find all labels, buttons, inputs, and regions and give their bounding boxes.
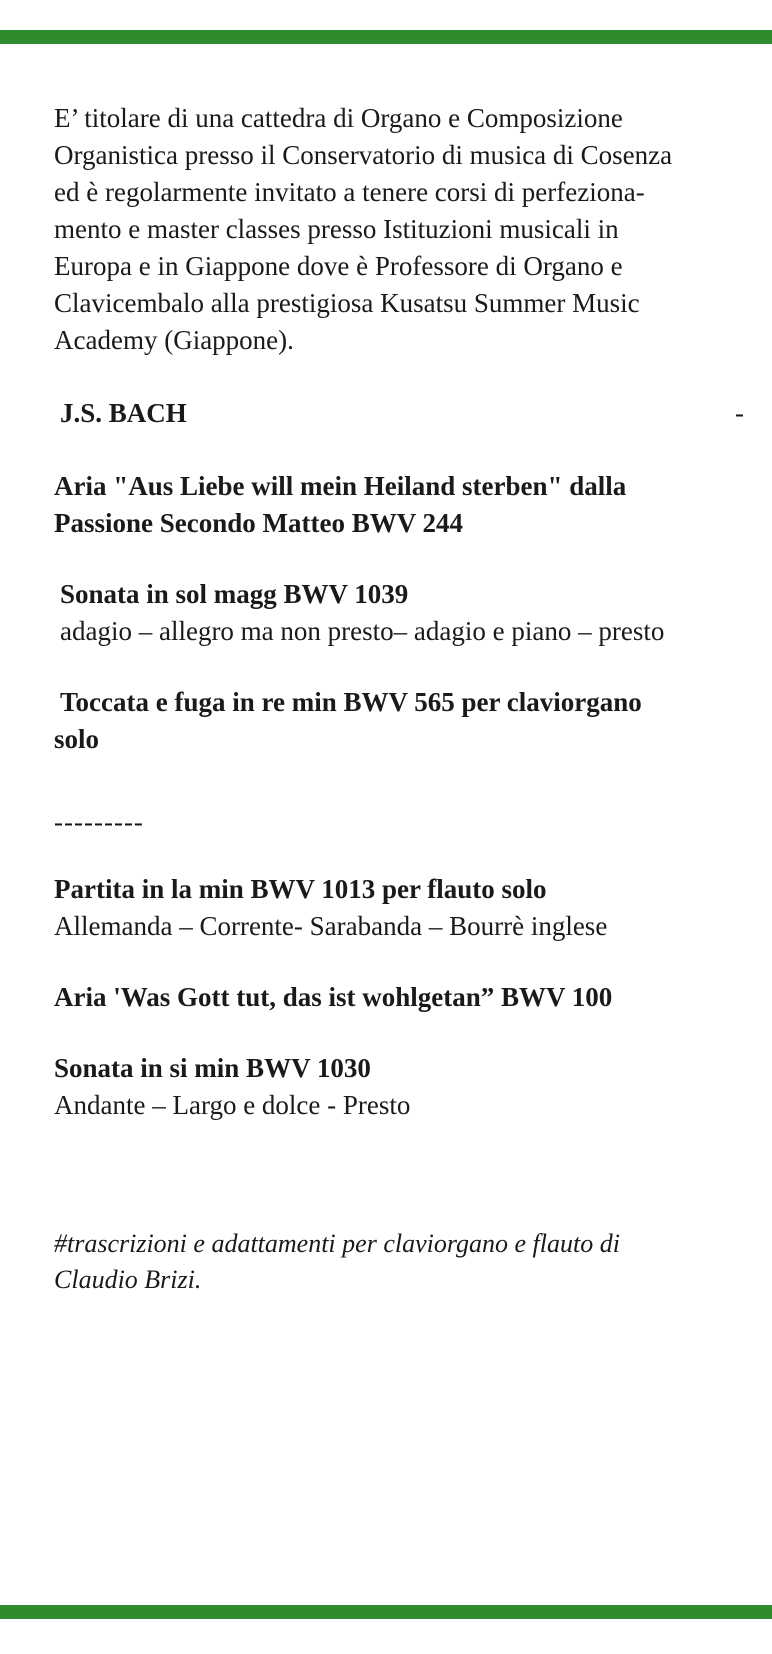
bio-line: mento e master classes presso Istituzioni musicali in [54,214,619,244]
program-item-title: Sonata in sol magg BWV 1039 [60,579,409,609]
program-item-title: solo [54,724,100,754]
program-item-title: Partita in la min BWV 1013 per flauto solo [54,874,547,904]
program-item-title: Aria "Aus Liebe will mein Heiland sterben" dalla [54,471,627,501]
bottom-green-rule [0,1605,772,1619]
bio-line: Organistica presso il Conservatorio di musica di Cosenza [54,140,673,170]
program-item [54,979,744,1016]
note-line: Claudio Brizi. [54,1265,202,1294]
program-item-title: Sonata in si min BWV 1030 [54,1053,371,1083]
top-green-rule [0,30,772,44]
program-item [54,1050,744,1124]
composer-name: J.S. BACH [60,398,187,428]
program-item-title: Aria 'Was Gott tut, das ist wohlgetan” BWV 100 [54,982,613,1012]
bio-line: Europa e in Giappone dove è Professore di Organo e [54,251,623,281]
program-item-movements: adagio – allegro ma non presto– adagio e piano – presto [60,616,665,646]
bio-line: Academy (Giappone). [54,325,294,355]
program-item [54,468,744,542]
program-item-movements: Allemanda – Corrente- Sarabanda – Bourrè inglese [54,911,608,941]
program-item [54,576,744,650]
program-item-title: Passione Secondo Matteo BWV 244 [54,508,463,538]
document-content [54,100,744,1298]
composer-dash: - [735,398,744,428]
transcription-note [54,1226,744,1298]
bio-paragraph [54,100,744,359]
note-line: #trascrizioni e adattamenti per claviorgano e flauto di [54,1229,620,1258]
program-separator: --------- [54,807,144,837]
program-item [54,684,744,758]
program-item-movements: Andante – Largo e dolce - Presto [54,1090,411,1120]
bio-line: ed è regolarmente invitato a tenere corsi di perfeziona- [54,177,645,207]
bio-line: Clavicembalo alla prestigiosa Kusatsu Summer Music [54,288,640,318]
composer-heading [54,395,744,432]
program-item-title: Toccata e fuga in re min BWV 565 per claviorgano [60,687,642,717]
program-item [54,871,744,945]
bio-line: E’ titolare di una cattedra di Organo e Composizione [54,103,623,133]
